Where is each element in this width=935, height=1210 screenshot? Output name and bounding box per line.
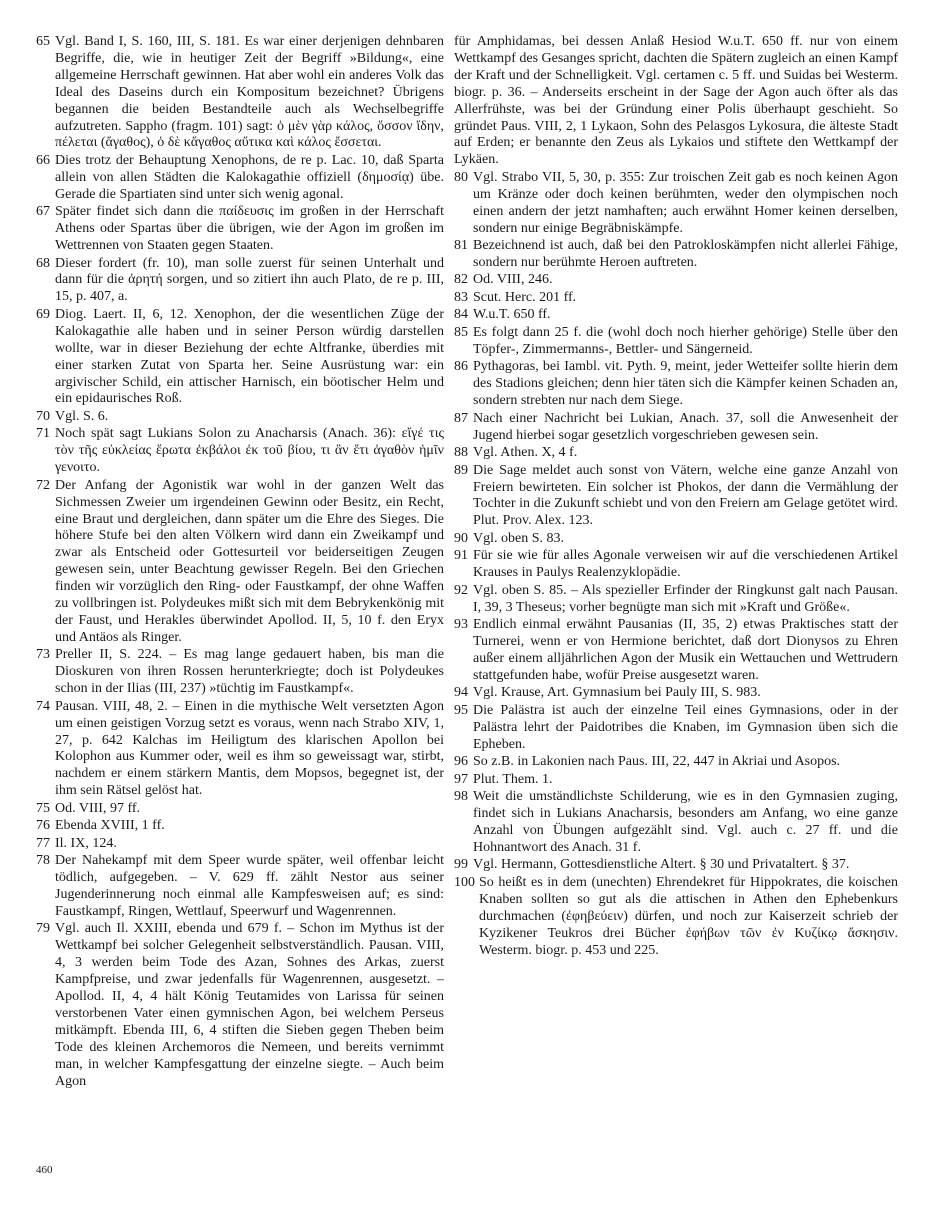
footnote-text: Od. VIII, 246. [473,272,553,288]
footnote-text: Preller II, S. 224. – Es mag lange gedauert haben, bis man die Dioskuren von ihren Rossen herunterkriegte; doch ist Polydeukes schon in der Ilias (III, 237) »tüchtig im Faustkampf«. [55,647,444,697]
footnote-number: 92 [454,582,468,598]
footnote-text: So heißt es in dem (unechten) Ehrendekret für Hippokrates, die koischen Knaben sollten so gut als die attischen in Athen den Ephebenkurs durchmachen (ἐφηβεύειν) dürfen, und noch zur Kaiserzeit schrieb der Kyzikener Teukros drei Bücher ἐφήβων τῶν ἐν Κυζίκῳ ἄσκησιν. Westerm. biogr. p. 453 und 225. [479,874,898,958]
footnote-number: 96 [454,754,468,770]
footnote-text: Vgl. oben S. 85. – Als spezieller Erfinder der Ringkunst galt nach Pausan. I, 39, 3 Theseus; vorher begnügte man sich mit »Kraft und Größe«. [473,582,898,615]
footnote-number: 78 [36,853,50,869]
footnote-number: 77 [36,835,50,851]
footnote-68 [36,256,444,307]
footnote-91 [454,548,898,582]
footnote-85 [454,325,898,359]
footnote-number: 81 [454,238,468,254]
footnote-83 [454,290,898,307]
footnote-80 [454,170,898,238]
footnote-number: 68 [36,255,50,271]
footnote-77 [36,836,444,853]
footnote-66 [36,153,444,204]
footnote-number: 74 [36,698,50,714]
footnote-text: Vgl. auch Il. XXIII, ebenda und 679 f. – Schon im Mythus ist der Wettkampf bei solcher Gelegenheit selbstverständlich. Pausan. VIII, 4, 3 werden beim Tode des Azan, Sohnes des Arkas, zuerst Kampfpreise, und zwar jedenfalls für Wagenrennen, ausgesetzt. – Apollod. II, 4, 4 hält König Teutamides von Larissa für seinen verstorbenen Vater einen gymnischen Agon, bei welchem Perseus mitkämpft. Ebenda III, 6, 4 stiften die Sieben gegen Theben beim Tode des kleinen Archemoros die Nemeen, und bereits vernimmt man, in welcher Kampfesgattung der einzelne siegte. – Auch beim Agon [55,921,444,1089]
footnote-text: Weit die umständlichste Schilderung, wie es in den Gymnasien zuging, findet sich in Lukians Anacharsis, besonders am Anfang, wo eine ganze Anzahl von Übungen aufgezählt sind. Vgl. auch c. 27 ff. und die Hohnantwort des Anach. 31 f. [473,789,898,855]
footnote-82 [454,272,898,289]
footnote-number: 76 [36,818,50,834]
footnote-text: Od. VIII, 97 ff. [55,800,141,816]
footnote-text: Dieser fordert (fr. 10), man solle zuerst für seinen Unterhalt und dann für die ἀρητή sorgen, und so zitiert ihn auch Plato, de re p. III, 15, p. 407, a. [55,255,444,305]
footnote-number: 72 [36,477,50,493]
footnote-text: Dies trotz der Behauptung Xenophons, de re p. Lac. 10, daß Sparta allein von allen Städten die Kalokagathie offiziell (δημοσίᾳ) übe. Gerade die Spartiaten sind unter sich wenig agonal. [55,152,444,202]
footnote-number: 97 [454,771,468,787]
footnote-number: 84 [454,307,468,323]
footnote-number: 75 [36,800,50,816]
footnote-97 [454,772,898,789]
footnote-text: Vgl. Hermann, Gottesdienstliche Altert. § 30 und Privataltert. § 37. [473,857,850,873]
footnote-text: Nach einer Nachricht bei Lukian, Anach. 37, soll die Anwesenheit der Jugend hierbei sogar gesetzlich vorgeschrieben gewesen sein. [473,410,898,443]
footnote-number: 86 [454,359,468,375]
footnote-92 [454,583,898,617]
footnote-text: Vgl. Band I, S. 160, III, S. 181. Es war einer derjenigen dehnbaren Begriffe, die, wie in heutiger Zeit der Begriff »Bildung«, eine allgemeine Herrschaft gewinnen. Hat aber wohl ein anderes Volk das Ideal des Daseins durch ein Kompositum bezeichnet? Übrigens begannen die beiden Bestandteile auch als Wechselbegriffe aufzutreten. Sappho (fragm. 101) sagt: ὁ μὲν γὰρ κάλος, ὅσσον ἴδην, πέλεται (ἄγαθος), ὁ δὲ κἄγαθος αὔτικα καὶ κάλος ἔσσεται. [55,34,444,151]
footnote-text: Pausan. VIII, 48, 2. – Einen in die mythische Welt versetzten Agon um einen geistigen Vorzug setzt es voraus, wenn nach Strabo XIV, 1, 27, p. 642 Kalchas im Heiligtum des klarischen Apollon bei Kolophon aus Kummer oder, weil es ihm so geweissagt war, stirbt, nachdem er einem stärkern Mantis, dem Mopsos, begegnet ist, der ihm sein Rätsel gelöst hat. [55,698,444,799]
footnote-number: 85 [454,324,468,340]
footnote-84 [454,307,898,324]
footnote-text: Endlich einmal erwähnt Pausanias (II, 35, 2) etwas Praktisches statt der Turnerei, wenn er von Hermione berichtet, daß dort Dionysos zu Ehren außer einem alljährlichen Agon der Musik ein Wettauchen und Wettrudern stattgefunden habe, wofür Preise ausgesetzt waren. [473,617,898,683]
footnote-text: Die Palästra ist auch der einzelne Teil eines Gymnasions, oder in der Palästra lehrt der Paidotribes die Knaben, im Gymnasion üben sich die Epheben. [473,702,898,752]
footnote-text: für Amphidamas, bei dessen Anlaß Hesiod W.u.T. 650 ff. nur von einem Wettkampf des Gesanges spricht, dachten die Spätern zugleich an einen Kampf der Kraft und der Schnelligkeit. Vgl. certamen c. 5 ff. und Suidas bei Westerm. biogr. p. 36. – Anderseits erscheint in der Sage der Agon auch öfter als das Allerfrühste, was bei der Gründung einer Polis überhaupt geschieht. So gründet Paus. VIII, 2, 1 Lykaon, Sohn des Pelasgos Lykosura, die älteste Stadt auf Erden; er benannte den Zeus als Lykaios und stiftete den Wettkampf der Lykäen. [454,34,898,168]
footnote-text: Der Anfang der Agonistik war wohl in der ganzen Welt das Sichmessen Zweier um irgendeinen Gewinn oder Besitz, ein Recht, eine Braut und dergleichen, dann später um die Ehre des Sieges. Die höhere Stufe bei den alten Völkern wird dann ein Zweikampf und zwar als Entscheid oder Gottesurteil vor beiderseitigen Zeugen gewesen sein, unter Beachtung gewisser Regeln. Bei den Griechen finden wir vorzüglich den Ring- oder Faustkampf, der ohne Waffen zu vollbringen ist. Polydeukes mißt sich mit dem Bebrykenkönig mit der Faust, und Herakles überwindet Apollod. II, 5, 10 f. den Eryx und Antäos als Ringer. [55,477,444,645]
footnote-text: Bezeichnend ist auch, daß bei den Patrokloskämpfen nicht allerlei Fähige, sondern nur berühmte Heroen auftreten. [473,238,898,270]
footnote-number: 100 [454,874,475,890]
footnote-text: Noch spät sagt Lukians Solon zu Anacharsis (Anach. 36): εἴγέ τις τὸν τῆς εὐκλείας ἔρωτα ἐκβάλοι ἐκ τοῦ βίου, τι ἂν ἔτι ἀγαθὸν ἡμῖν γενοιτο. [55,426,444,476]
footnote-text: Vgl. Athen. X, 4 f. [473,445,578,461]
footnote-text: Vgl. Krause, Art. Gymnasium bei Pauly III, S. 983. [473,685,761,701]
footnote-number: 79 [36,921,50,937]
footnote-text: Ebenda XVIII, 1 ff. [55,818,165,834]
footnote-number: 87 [454,410,468,426]
footnote-89 [454,463,898,531]
footnote-number: 83 [454,289,468,305]
footnote-text: Diog. Laert. II, 6, 12. Xenophon, der die wesentlichen Züge der Kalokagathie alle haben und in seiner Person würdig darstellen wollte, war in dieser Beziehung der echte Altfranke, überdies mit einer starken Zutat von Sparta her. Seine Ausrüstung war: ein argivischer Schild, ein attischer Harnisch, ein böotischer Helm und ein epidaurisches Roß. [55,306,444,407]
footnote-81 [454,238,898,272]
footnote-text: Es folgt dann 25 f. die (wohl doch noch hierher gehörige) Stelle über den Töpfer-, Zimmermanns-, Bettler- und Sängerneid. [473,324,898,357]
footnote-70 [36,409,444,426]
footnote-79 [36,921,444,1090]
footnote-74 [36,699,444,800]
footnote-number: 88 [454,445,468,461]
footnote-98 [454,789,898,857]
footnote-76 [36,818,444,835]
footnote-78 [36,853,444,921]
footnote-71 [36,426,444,477]
footnote-95 [454,703,898,754]
footnote-87 [454,411,898,445]
footnote-number: 90 [454,530,468,546]
footnote-73 [36,647,444,698]
footnote-text: Der Nahekampf mit dem Speer wurde später, weil offenbar leicht tödlich, aufgegeben. – V. 629 ff. zählt Nestor aus seiner Jugenderinnerung noch einmal alle Kampfesweisen auf; es sind: Faustkampf, Ringen, Wettlauf, Speerwurf und Wagenrennen. [55,853,444,919]
left-column [36,34,444,1091]
footnote-text: Plut. Them. 1. [473,771,553,787]
footnote-number: 95 [454,702,468,718]
footnote-88 [454,445,898,462]
footnote-93 [454,617,898,685]
footnote-90 [454,531,898,548]
footnote-99 [454,857,898,874]
footnote-number: 93 [454,617,468,633]
footnote-number: 80 [454,169,468,185]
footnote-text: Scut. Herc. 201 ff. [473,289,577,305]
footnote-86 [454,359,898,410]
footnote-72 [36,478,444,647]
footnote-75 [36,801,444,818]
footnote-text: Später findet sich dann die παίδευσις im großen in der Herrschaft Athens oder Spartas über die übrigen, wie der Agon im großen im Wettrennen von Staaten gegen Staaten. [55,204,444,254]
footnote-text: Il. IX, 124. [55,835,117,851]
footnote-text: So z.B. in Lakonien nach Paus. III, 22, 447 in Akriai und Asopos. [473,754,841,770]
footnote-65 [36,34,444,152]
footnote-number: 73 [36,647,50,663]
right-column [454,34,898,960]
footnote-text: Vgl. Strabo VII, 5, 30, p. 355: Zur troischen Zeit gab es noch keinen Agon um Kränze oder doch keinen berühmten, weder den olympischen noch einen andern der jetzt namhaften; auch erwähnt Homer keinen derselben, sondern nur einige Begräbniskämpfe. [473,169,898,236]
footnote-text: W.u.T. 650 ff. [473,307,551,323]
footnote-text: Pythagoras, bei Iambl. vit. Pyth. 9, meint, jeder Wetteifer sollte hierin dem des Stadions gleichen; denn hier täten sich die Kämpfer keinen Schaden an, sondern strebten nur nach dem Siege. [473,359,898,409]
footnote-69 [36,307,444,408]
footnote-text: Vgl. oben S. 83. [473,530,564,546]
footnote-text: Für sie wie für alles Agonale verweisen wir auf die verschiedenen Artikel Krauses in Paulys Realenzyklopädie. [473,548,898,581]
footnote-96 [454,754,898,771]
footnote-number: 71 [36,426,50,442]
footnote-number: 89 [454,462,468,478]
footnote-number: 65 [36,34,50,49]
footnote-number: 94 [454,685,468,701]
footnote-number: 69 [36,306,50,322]
footnote-79-continued [454,34,898,169]
page-number: 460 [36,1164,53,1176]
footnote-number: 82 [454,272,468,288]
footnote-94 [454,685,898,702]
footnote-number: 66 [36,152,50,168]
footnote-number: 99 [454,857,468,873]
footnote-text: Die Sage meldet auch sonst von Vätern, welche eine ganze Anzahl von Freiern bewirteten. Ein solcher ist Phokos, der dann die Vermählung der Tochter in die Zukunft schiebt und von den Freiern am Gelage getötet wird. Plut. Prov. Alex. 123. [473,462,898,529]
footnote-number: 98 [454,789,468,805]
footnote-number: 70 [36,408,50,424]
footnote-text: Vgl. S. 6. [55,408,109,424]
footnote-67 [36,204,444,255]
footnote-number: 91 [454,548,468,564]
footnote-number: 67 [36,204,50,220]
footnote-100 [454,875,898,960]
